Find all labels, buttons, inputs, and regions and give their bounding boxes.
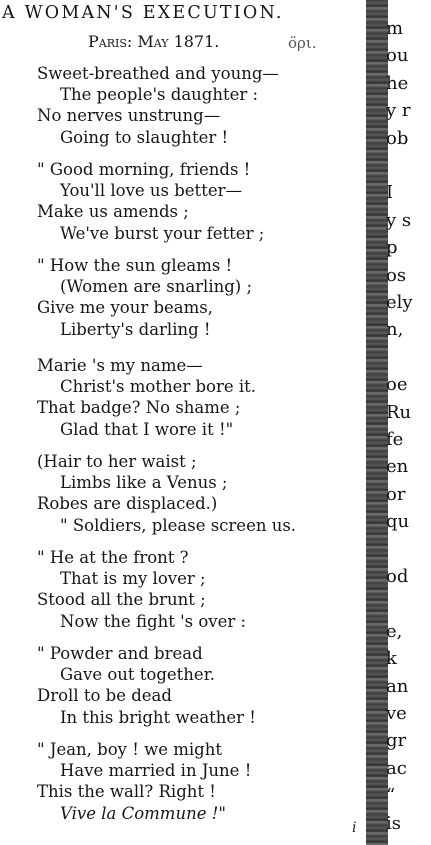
poem-line: Going to slaughter ! [60,127,229,147]
poem-line: We've burst your fetter ; [60,223,265,243]
column-fragment: qu [386,511,410,533]
poem-line: Droll to be dead [37,686,172,706]
poem-line: " He at the front ? [37,548,189,567]
column-fragment: ob [386,127,409,149]
poem-line: " Powder and bread [37,644,203,663]
dateline: Paris: May 1871. [88,32,220,51]
poem-line: Stood all the brunt ; [37,590,206,610]
poem-line: " Good morning, friends ! [37,160,251,179]
column-fragment: Ru [386,401,412,423]
poem-line: (Hair to her waist ; [37,452,197,471]
column-fragment: y s [386,209,412,231]
adjacent-column-fragments [366,0,431,845]
column-fragment: y r [386,100,411,122]
poem-line: Limbs like a Venus ; [60,473,228,493]
poem-line: Christ's mother bore it. [60,377,257,397]
column-fragment: e, [386,620,403,642]
column-fragment: he [386,72,409,94]
poem-line: Sweet-breathed and young— [37,64,279,83]
poem-line: Make us amends ; [37,202,189,222]
poem-line: No nerves unstrung— [37,106,221,126]
poem-line: " Jean, boy ! we might [37,740,222,759]
column-fragment: n, [386,319,404,341]
poem-line: Vive la Commune !" [60,803,226,823]
poem-line: This the wall? Right ! [37,782,216,802]
poem-line: In this bright weather ! [60,707,256,727]
column-fragment: gr [386,730,407,752]
poem-line: Now the fight 's over : [60,611,247,631]
column-fragment: od [386,566,409,587]
column-fragment: ac [386,757,407,779]
poem-line: Robes are displaced.) [37,494,218,514]
poem-line: Give me your beams, [37,298,213,318]
column-fragment: fe [386,429,404,450]
poem-title: A WOMAN'S EXECUTION. [2,3,284,23]
column-fragment: en [386,456,409,478]
poem-line: Glad that I wore it !" [60,419,234,439]
poem-line: You'll love us better— [60,181,242,201]
poem-line: That badge? No shame ; [37,398,241,418]
poem-line: The people's daughter : [60,85,259,105]
stray-mark: i [352,820,357,836]
poem-line: (Women are snarling) ; [60,277,253,297]
column-fragment: ou [386,45,409,67]
poem-line: " How the sun gleams ! [37,256,233,275]
column-fragment: ely [386,292,413,313]
poem-line: Gave out together. [60,665,216,685]
column-fragment: oe [386,374,408,396]
dateline-ink-mark: ο̈ρι. [288,34,317,52]
column-fragment: “ [386,785,396,807]
column-fragment: I [386,182,394,204]
poem-line: Marie 's my name— [37,356,203,375]
poem-line: Liberty's darling ! [60,319,211,339]
column-fragment: an [386,675,409,697]
column-fragment: m [386,18,404,39]
column-fragment: is [386,812,401,834]
poem-line: " Soldiers, please screen us. [60,515,297,535]
poem-line: Have married in June ! [60,761,252,781]
column-fragment: or [386,483,406,505]
column-fragment: k [386,648,397,670]
column-fragment: os [386,264,407,286]
poem-line: That is my lover ; [60,569,206,589]
column-fragment: ve [386,703,407,724]
column-fragment: p [386,237,398,259]
